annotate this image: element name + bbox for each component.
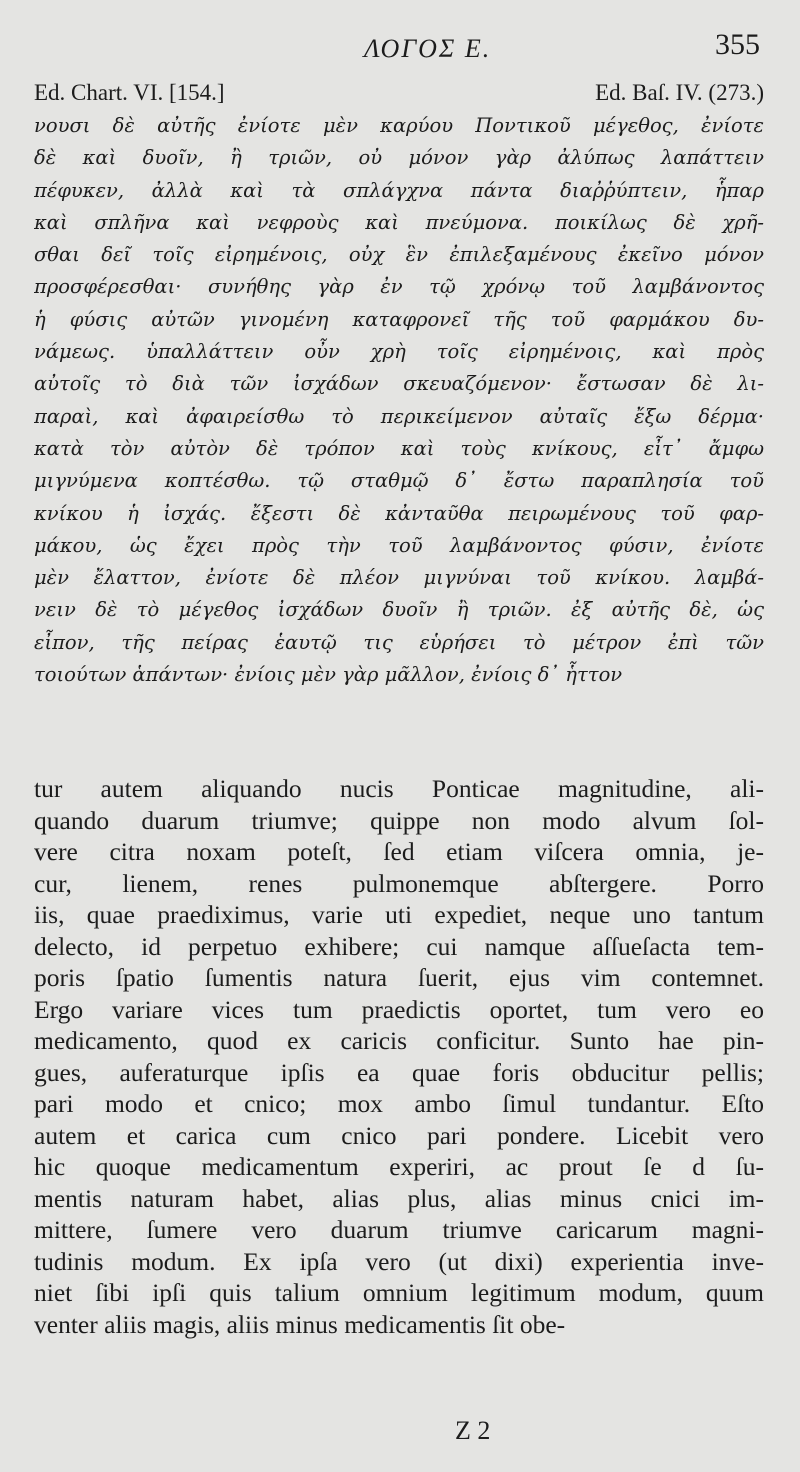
greek-text-line: νειν δὲ τὸ μέγεθος ἰσχάδων δυοῖν ἢ τριῶν. ἐξ αὐτῆς δὲ, ὡς (34, 598, 764, 622)
greek-text-line: μιγνύμενα κοπτέσθω. τῷ σταθμῷ δ᾽ ἔστω παραπλησία τοῦ (34, 469, 764, 493)
latin-text-line: vere citra noxam poteſt, ſed etiam viſcera omnia, je- (34, 837, 764, 866)
greek-text-line: νουσι δὲ αὐτῆς ἐνίοτε μὲν καρύου Ποντικοῦ μέγεθος, ἐνίοτε (34, 114, 764, 137)
greek-text-line: καὶ σπλῆνα καὶ νεφροὺς καὶ πνεύμονα. ποικίλως δὲ χρῆ- (34, 210, 764, 234)
greek-text-line: κατὰ τὸν αὐτὸν δὲ τρόπον καὶ τοὺς κνίκους, εἶτ᾽ ἄμφω (34, 436, 764, 460)
latin-text-line: tur autem aliquando nucis Ponticae magnitudine, ali- (34, 774, 764, 803)
greek-text-line: μὲν ἔλαττον, ἐνίοτε δὲ πλέον μιγνύναι τοῦ κνίκου. λαμβά- (34, 566, 764, 590)
running-head (34, 28, 764, 68)
greek-text-line: πέφυκεν, ἀλλὰ καὶ τὰ σπλάγχνα πάντα διαῤῥύπτειν, ἧπαρ (34, 178, 764, 202)
greek-text-line: κνίκου ἡ ἰσχάς. ἔξεστι δὲ κἀνταῦθα πειρωμένους τοῦ φαρ- (34, 501, 764, 525)
latin-text-line: cur, lienem, renes pulmonemque abſtergere. Porro (34, 868, 764, 898)
greek-text-block (34, 110, 764, 691)
latin-text-line: niet ſibi ipſi quis talium omnium legitimum modum, quum (34, 1278, 764, 1307)
latin-text-line: medicamento, quod ex caricis conficitur. Sunto hae pin- (34, 1026, 764, 1055)
latin-text-line: mentis naturam habet, alias plus, alias minus cnici im- (34, 1183, 764, 1213)
edition-basel-ref: Ed. Baſ. IV. (273.) (595, 80, 764, 105)
greek-text-line: μάκου, ὡς ἔχει πρὸς τὴν τοῦ λαμβάνοντος φύσιν, ἐνίοτε (34, 533, 764, 557)
running-title: ΛΟΓΟΣ Ε. (364, 34, 492, 63)
latin-text-block (34, 773, 764, 1340)
greek-text-line: σθαι δεῖ τοῖς εἰρημένοις, οὐχ ἓν ἐπιλεξαμένους ἐκεῖνο μόνον (34, 243, 764, 267)
latin-text-line: iis, quae praediximus, varie uti expediet, neque uno tantum (34, 900, 764, 929)
greek-text-line: εἶπον, τῆς πείρας ἑαυτῷ τις εὑρήσει τὸ μέτρον ἐπὶ τῶν (34, 630, 764, 654)
latin-text-line: tudinis modum. Ex ipſa vero (ut dixi) experientia inve- (34, 1246, 764, 1276)
latin-text-line: hic quoque medicamentum experiri, ac prout ſe d ſu- (34, 1152, 764, 1181)
latin-text-line: gues, auferaturque ipſis ea quae foris obducitur pellis; (34, 1057, 764, 1087)
signature-mark: Z 2 (455, 1416, 491, 1445)
latin-text-line: venter aliis magis, aliis minus medicamentis ſit obe- (34, 1309, 566, 1339)
edition-references (34, 80, 764, 110)
latin-text-line: autem et carica cum cnico pari pondere. Licebit vero (34, 1120, 764, 1150)
greek-text-line: ἡ φύσις αὐτῶν γινομένη καταφρονεῖ τῆς τοῦ φαρμάκου δυ- (34, 307, 764, 331)
edition-chart-ref: Ed. Chart. VI. [154.] (34, 80, 225, 105)
greek-text-line: προσφέρεσθαι· συνήθης γὰρ ἐν τῷ χρόνῳ τοῦ λαμβάνοντος (34, 275, 764, 299)
latin-text-line: poris ſpatio ſumentis natura ſuerit, ejus vim contemnet. (34, 963, 764, 992)
greek-text-line: παραὶ, καὶ ἀφαιρείσθω τὸ περικείμενον αὐταῖς ἔξω δέρμα· (34, 404, 764, 428)
latin-text-line: delecto, id perpetuo exhibere; cui namque aſſueſacta tem- (34, 931, 764, 961)
page-number: 355 (715, 28, 760, 61)
latin-text-line: mittere, ſumere vero duarum triumve caricarum magni- (34, 1215, 764, 1244)
latin-text-line: quando duarum triumve; quippe non modo alvum ſol- (34, 805, 764, 835)
latin-text-line: pari modo et cnico; mox ambo ſimul tundantur. Eſto (34, 1089, 764, 1118)
latin-text-line: Ergo variare vices tum praedictis oportet, tum vero eo (34, 994, 764, 1024)
greek-text-line: αὐτοῖς τὸ διὰ τῶν ἰσχάδων σκευαζόμενον· ἔστωσαν δὲ λι- (34, 372, 764, 396)
greek-text-line: δὲ καὶ δυοῖν, ἢ τριῶν, οὐ μόνον γὰρ ἀλύπως λαπάττειν (34, 146, 764, 170)
greek-text-line: τοιούτων ἁπάντων· ἐνίοις μὲν γὰρ μᾶλλον, ἐνίοις δ᾽ ἧττον (34, 663, 623, 687)
greek-text-line: νάμεως. ὑπαλλάττειν οὖν χρὴ τοῖς εἰρημένοις, καὶ πρὸς (34, 340, 764, 364)
